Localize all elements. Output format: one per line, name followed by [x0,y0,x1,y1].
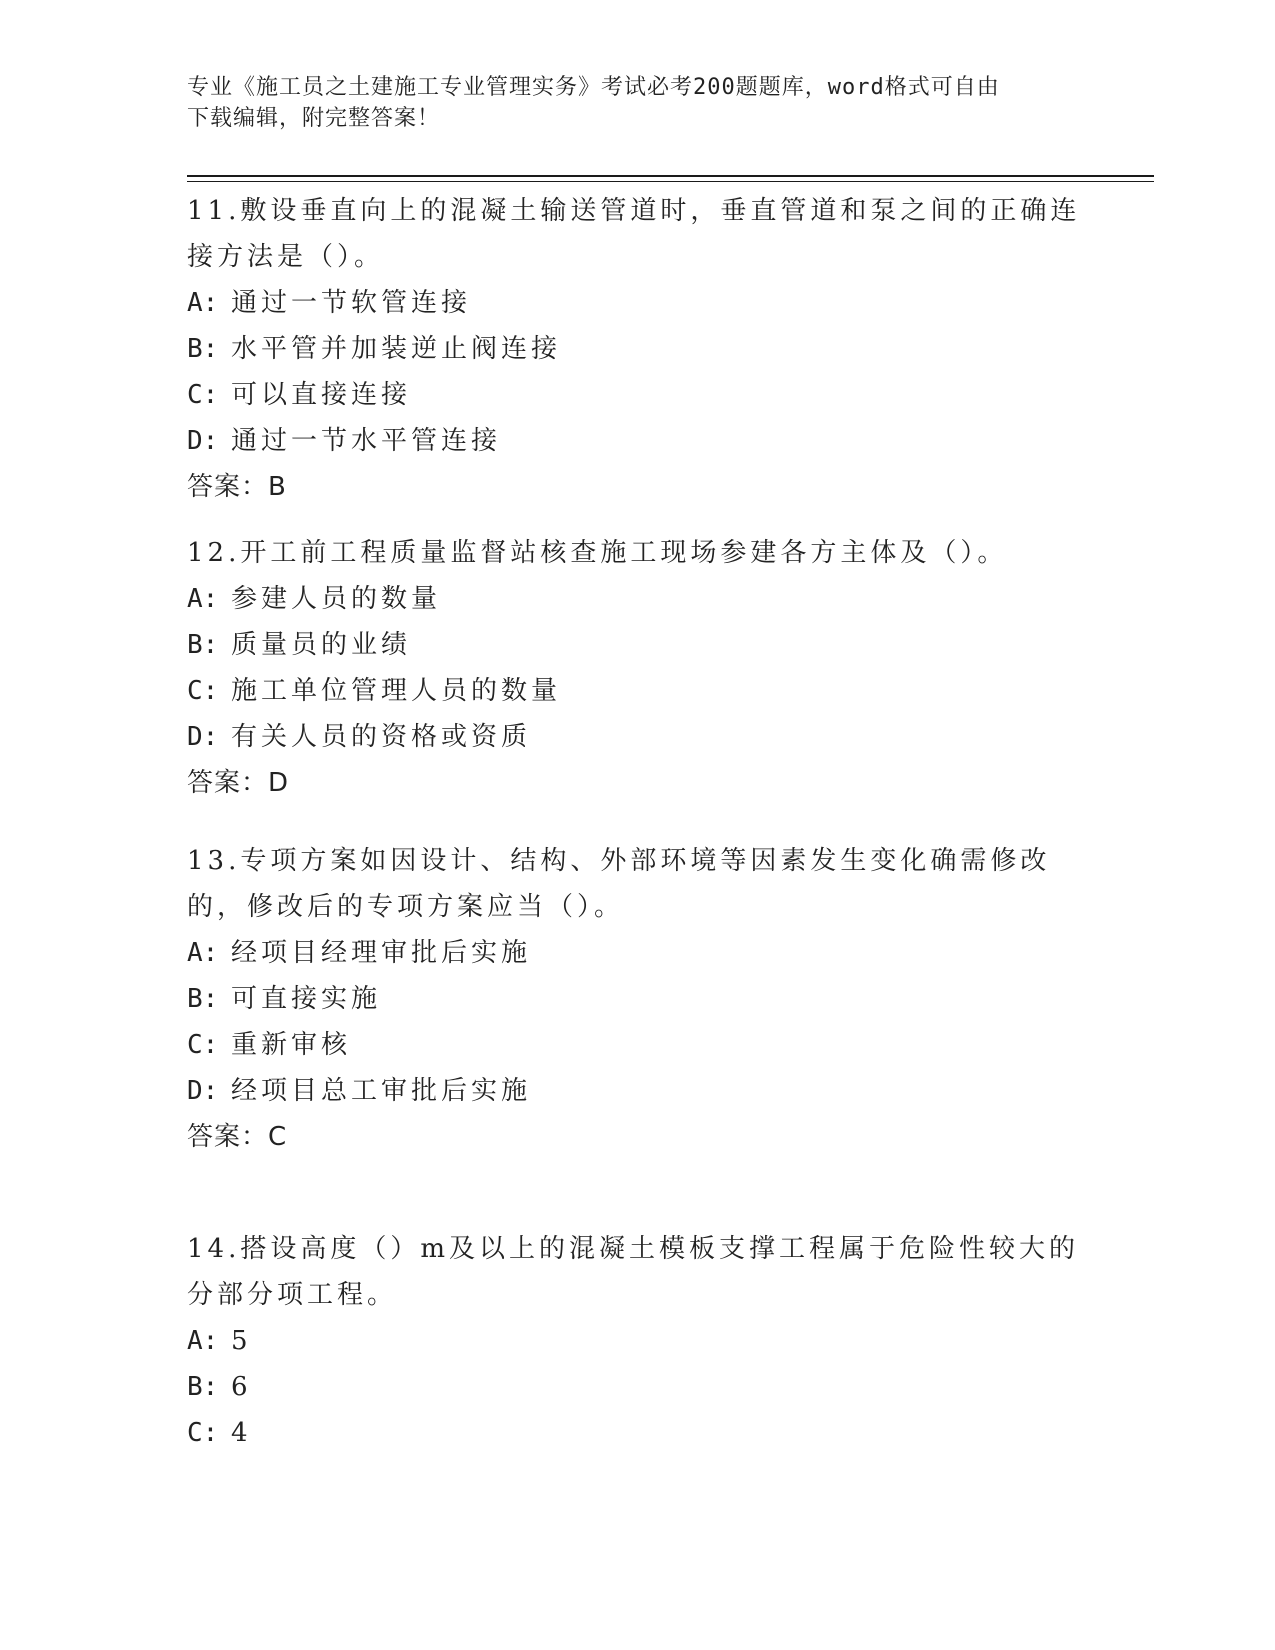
option-label: C: [187,1418,219,1448]
question-13 [187,838,1087,1160]
option-label: B: [187,630,219,660]
question-14 [187,1226,1087,1456]
question-stem: 12.开工前工程质量监督站核查施工现场参建各方主体及（）。 [187,538,1008,568]
option-c [187,1410,1087,1456]
question-stem: 11.敷设垂直向上的混凝土输送管道时，垂直管道和泵之间的正确连接方法是（）。 [187,196,1081,272]
option-text: 有关人员的资格或资质 [231,722,532,752]
option-text: 水平管并加装逆止阀连接 [231,334,562,364]
option-b [187,976,1087,1022]
option-label: B: [187,334,219,364]
option-c [187,1022,1087,1068]
option-label: A: [187,938,219,968]
option-a [187,1318,1087,1364]
option-label: A: [187,584,219,614]
option-label: A: [187,288,219,318]
document-header [187,72,1087,134]
header-line-1: 专业《施工员之土建施工专业管理实务》考试必考200题题库，word格式可自由 [187,75,1000,100]
option-label: D: [187,426,219,456]
option-label: A: [187,1326,219,1356]
option-a [187,280,1087,326]
answer-line: 答案：B [187,472,287,502]
option-label: D: [187,722,219,752]
option-text: 质量员的业绩 [231,630,412,660]
option-text: 经项目经理审批后实施 [231,938,532,968]
option-text: 6 [231,1372,252,1402]
option-d [187,1068,1087,1114]
option-text: 经项目总工审批后实施 [231,1076,532,1106]
option-text: 5 [231,1326,252,1356]
question-stem: 13.专项方案如因设计、结构、外部环境等因素发生变化确需修改的，修改后的专项方案应当（）。 [187,846,1051,922]
option-label: C: [187,380,219,410]
answer-line: 答案：C [187,1122,288,1152]
option-b [187,326,1087,372]
question-11 [187,188,1087,510]
option-d [187,714,1087,760]
option-text: 施工单位管理人员的数量 [231,676,562,706]
option-label: B: [187,984,219,1014]
option-text: 4 [231,1418,252,1448]
option-text: 参建人员的数量 [231,584,442,614]
question-12 [187,530,1087,806]
option-text: 通过一节水平管连接 [231,426,502,456]
option-text: 可以直接连接 [231,380,412,410]
option-label: B: [187,1372,219,1402]
option-label: C: [187,676,219,706]
option-c [187,372,1087,418]
option-label: D: [187,1076,219,1106]
answer-line: 答案：D [187,768,290,798]
option-b [187,1364,1087,1410]
option-text: 通过一节软管连接 [231,288,472,318]
option-b [187,622,1087,668]
option-d [187,418,1087,464]
header-divider-thin [187,181,1154,182]
question-stem: 14.搭设高度（）m及以上的混凝土模板支撑工程属于危险性较大的分部分项工程。 [187,1234,1080,1310]
header-line-2: 下载编辑，附完整答案！ [187,106,441,131]
option-a [187,576,1087,622]
header-divider-thick [187,175,1154,177]
option-a [187,930,1087,976]
option-c [187,668,1087,714]
option-label: C: [187,1030,219,1060]
option-text: 重新审核 [231,1030,352,1060]
option-text: 可直接实施 [231,984,382,1014]
